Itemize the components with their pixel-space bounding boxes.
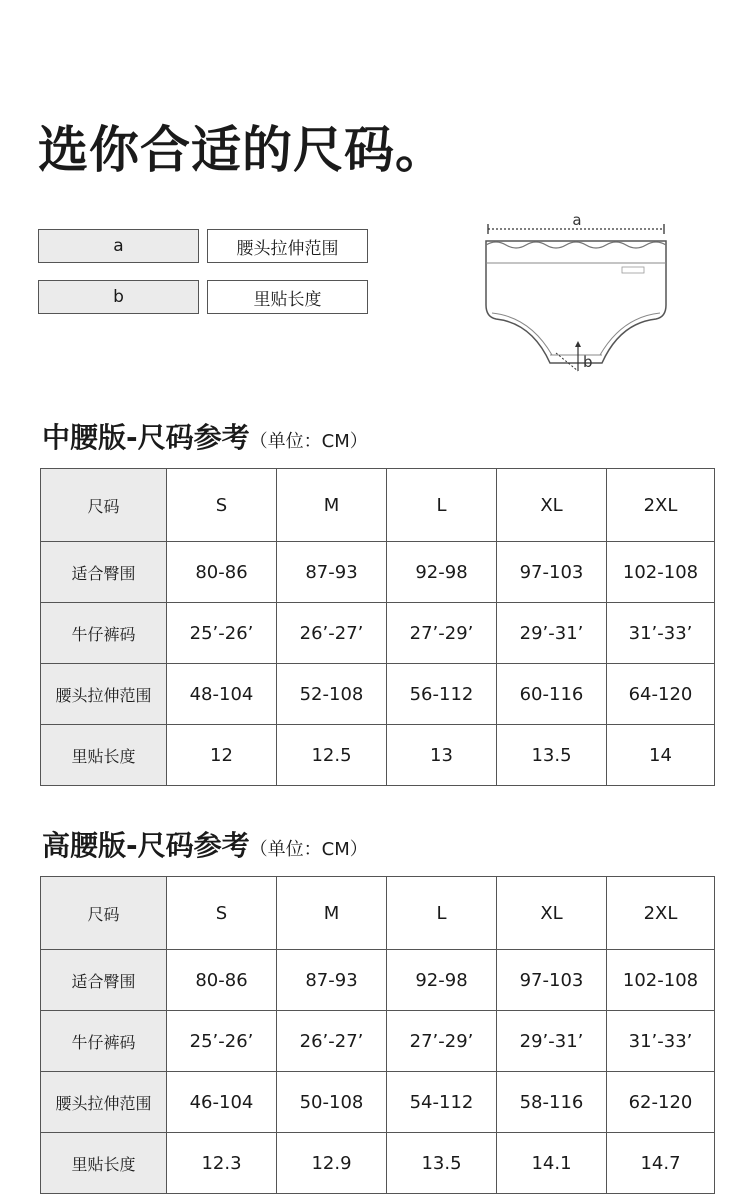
row-label: 腰头拉伸范围 bbox=[41, 1072, 167, 1133]
header-cell: XL bbox=[497, 877, 607, 950]
table-row bbox=[41, 1072, 715, 1133]
table-cell: 50-108 bbox=[277, 1072, 387, 1133]
table-cell: 14.1 bbox=[497, 1133, 607, 1194]
row-label: 牛仔裤码 bbox=[41, 1011, 167, 1072]
table-cell: 12.5 bbox=[277, 725, 387, 786]
table-cell: 64-120 bbox=[607, 664, 715, 725]
underwear-diagram bbox=[470, 205, 680, 380]
legend-key-b: b bbox=[38, 280, 199, 314]
table-cell: 27’-29’ bbox=[387, 1011, 497, 1072]
table-cell: 92-98 bbox=[387, 542, 497, 603]
table-cell: 12.3 bbox=[167, 1133, 277, 1194]
row-label: 里贴长度 bbox=[41, 1133, 167, 1194]
row-label: 适合臀围 bbox=[41, 950, 167, 1011]
table-cell: 13.5 bbox=[497, 725, 607, 786]
table-cell: 80-86 bbox=[167, 542, 277, 603]
legend-value-a: 腰头拉伸范围 bbox=[207, 229, 368, 263]
table-cell: 46-104 bbox=[167, 1072, 277, 1133]
table-row bbox=[41, 1133, 715, 1194]
table-cell: 12.9 bbox=[277, 1133, 387, 1194]
table-cell: 54-112 bbox=[387, 1072, 497, 1133]
diagram-label-b: b bbox=[583, 353, 593, 371]
row-label: 里贴长度 bbox=[41, 725, 167, 786]
table-cell: 60-116 bbox=[497, 664, 607, 725]
row-label: 腰头拉伸范围 bbox=[41, 664, 167, 725]
table-cell: 25’-26’ bbox=[167, 1011, 277, 1072]
row-label: 适合臀围 bbox=[41, 542, 167, 603]
header-cell: S bbox=[167, 469, 277, 542]
table-cell: 80-86 bbox=[167, 950, 277, 1011]
table-cell: 97-103 bbox=[497, 542, 607, 603]
table-cell: 25’-26’ bbox=[167, 603, 277, 664]
table-cell: 92-98 bbox=[387, 950, 497, 1011]
table-cell: 97-103 bbox=[497, 950, 607, 1011]
table-header-row bbox=[41, 469, 715, 542]
table-row bbox=[41, 603, 715, 664]
header-cell: 尺码 bbox=[41, 877, 167, 950]
size-table-mid-waist bbox=[40, 468, 715, 786]
table-cell: 87-93 bbox=[277, 542, 387, 603]
header-cell: 2XL bbox=[607, 469, 715, 542]
table-row bbox=[41, 725, 715, 786]
header-cell: L bbox=[387, 469, 497, 542]
table-cell: 29’-31’ bbox=[497, 1011, 607, 1072]
table-cell: 102-108 bbox=[607, 542, 715, 603]
header-cell: XL bbox=[497, 469, 607, 542]
section-title-text: 高腰版-尺码参考 bbox=[42, 829, 250, 862]
legend-value-b: 里贴长度 bbox=[207, 280, 368, 314]
table-cell: 14 bbox=[607, 725, 715, 786]
table-cell: 26’-27’ bbox=[277, 603, 387, 664]
table-row bbox=[41, 542, 715, 603]
table-cell: 13.5 bbox=[387, 1133, 497, 1194]
header-cell: 2XL bbox=[607, 877, 715, 950]
unit-label: （单位：CM） bbox=[249, 431, 368, 452]
table-cell: 56-112 bbox=[387, 664, 497, 725]
table-cell: 31’-33’ bbox=[607, 603, 715, 664]
table-cell: 27’-29’ bbox=[387, 603, 497, 664]
table-cell: 87-93 bbox=[277, 950, 387, 1011]
table-row bbox=[41, 950, 715, 1011]
table-row bbox=[41, 664, 715, 725]
row-label: 牛仔裤码 bbox=[41, 603, 167, 664]
table-cell: 13 bbox=[387, 725, 497, 786]
table-cell: 14.7 bbox=[607, 1133, 715, 1194]
unit-label: （单位：CM） bbox=[249, 839, 368, 860]
header-cell: M bbox=[277, 877, 387, 950]
section-title-text: 中腰版-尺码参考 bbox=[42, 421, 250, 454]
header-cell: 尺码 bbox=[41, 469, 167, 542]
table-cell: 62-120 bbox=[607, 1072, 715, 1133]
table-cell: 31’-33’ bbox=[607, 1011, 715, 1072]
table-cell: 58-116 bbox=[497, 1072, 607, 1133]
header-cell: M bbox=[277, 469, 387, 542]
table-cell: 52-108 bbox=[277, 664, 387, 725]
section-title-high-waist bbox=[42, 824, 368, 864]
size-table-high-waist bbox=[40, 876, 715, 1194]
header-cell: L bbox=[387, 877, 497, 950]
page-title: 选你合适的尺码。 bbox=[38, 121, 446, 179]
table-cell: 29’-31’ bbox=[497, 603, 607, 664]
header-cell: S bbox=[167, 877, 277, 950]
table-cell: 102-108 bbox=[607, 950, 715, 1011]
legend-key-a: a bbox=[38, 229, 199, 263]
table-cell: 12 bbox=[167, 725, 277, 786]
table-cell: 48-104 bbox=[167, 664, 277, 725]
table-header-row bbox=[41, 877, 715, 950]
diagram-label-a: a bbox=[572, 211, 582, 229]
table-cell: 26’-27’ bbox=[277, 1011, 387, 1072]
section-title-mid-waist bbox=[42, 416, 368, 456]
table-row bbox=[41, 1011, 715, 1072]
